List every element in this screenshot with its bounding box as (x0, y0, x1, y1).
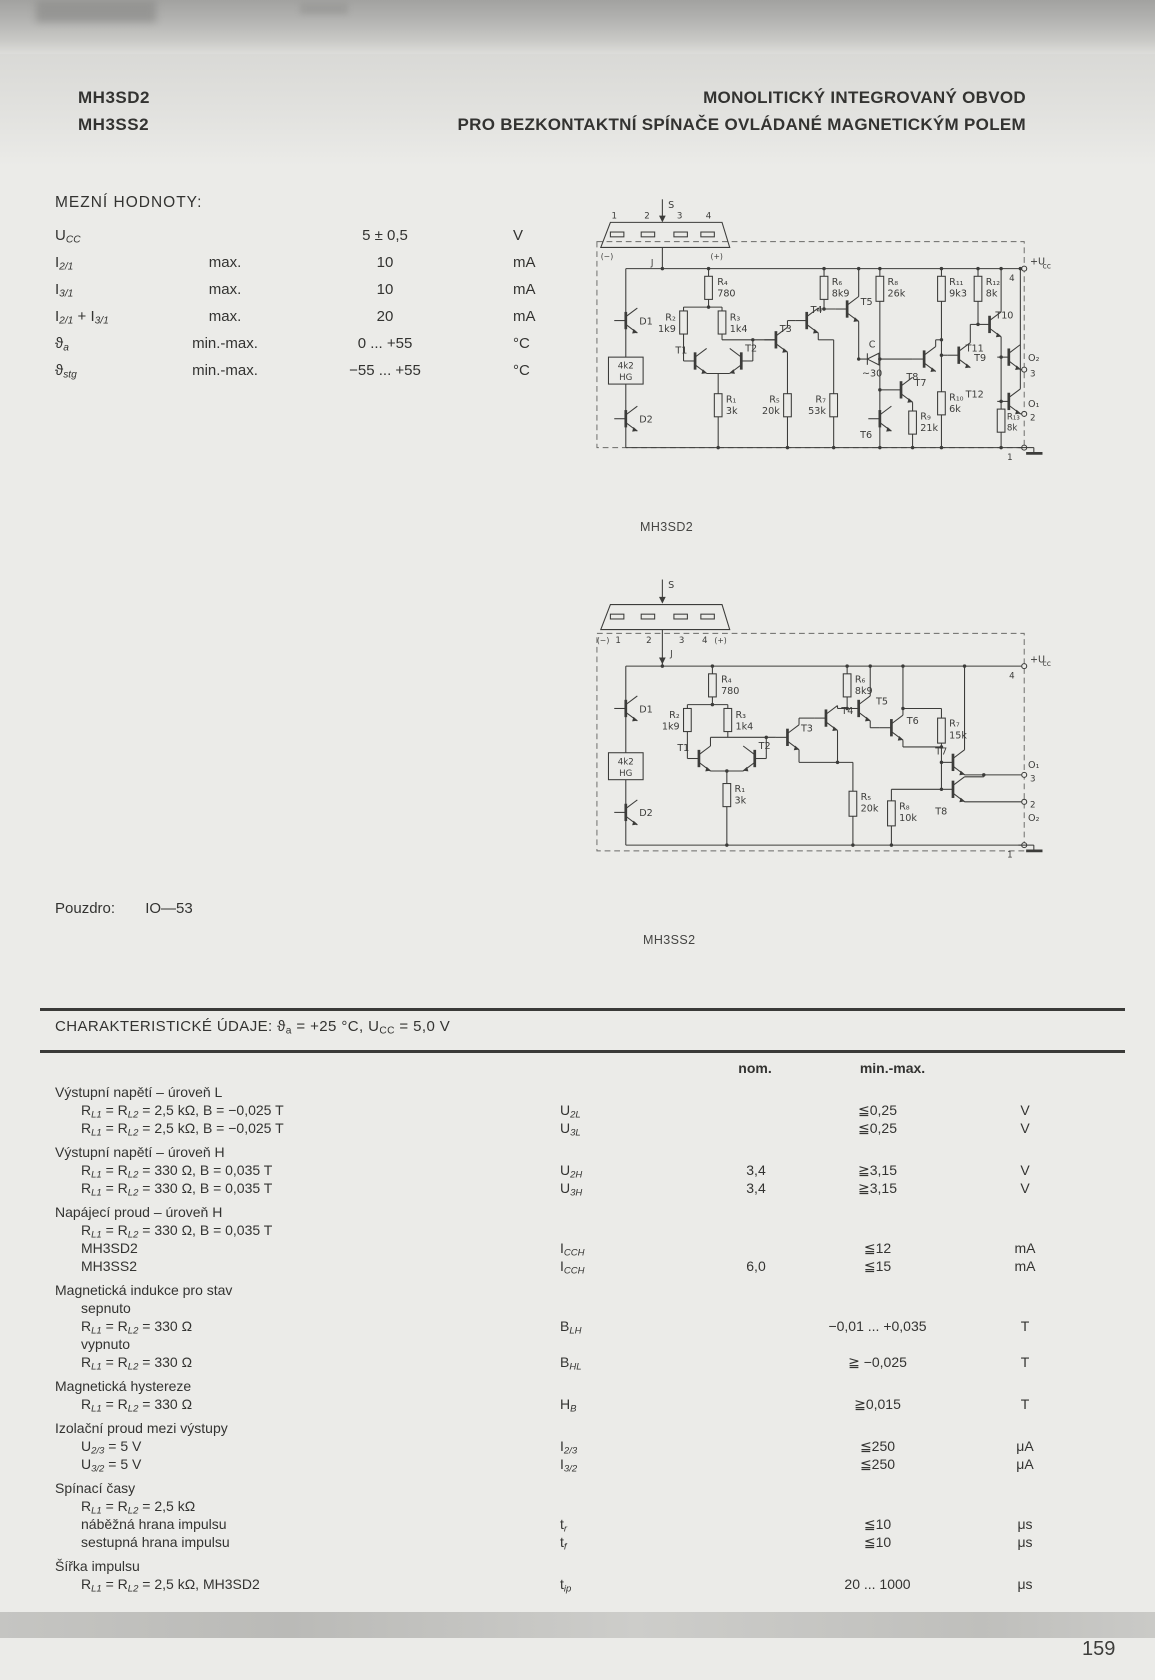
svg-text:R₆: R₆ (831, 276, 843, 288)
plus-terminal-label: (+) (710, 251, 723, 261)
row-unit: mA (1014, 1240, 1036, 1256)
resistor-r1 (723, 784, 731, 807)
row-minmax-value: ≦0,25 (858, 1102, 897, 1118)
svg-text:R₇: R₇ (949, 718, 960, 730)
characteristics-row (55, 1336, 1125, 1354)
svg-text:R₂: R₂ (665, 312, 676, 324)
row-label: $R_{L1} = R_{L2} = 330$ Ω, B = 0,035 T (81, 1222, 273, 1241)
svg-text:T1: T1 (677, 742, 690, 754)
characteristics-row (55, 1558, 1125, 1576)
row-unit: V (1020, 1180, 1030, 1196)
svg-text:2: 2 (1029, 800, 1036, 811)
svg-text:3: 3 (1029, 774, 1036, 785)
row-label: $R_{L1} = R_{L2} = 2,5$ kΩ (81, 1498, 196, 1517)
svg-text:R₈: R₈ (899, 801, 910, 813)
row-label: Magnetická hystereze (55, 1378, 192, 1394)
svg-text:R₁₃: R₁₃ (1006, 412, 1020, 423)
row-label: MH3SD2 (81, 1240, 138, 1256)
limit-row (55, 254, 600, 281)
output-o1-label: O₁ (1028, 399, 1040, 411)
svg-text:T7: T7 (914, 378, 927, 390)
svg-text:8k9: 8k9 (854, 686, 873, 698)
resistor-r11 (938, 276, 946, 301)
svg-text:T4: T4 (841, 706, 854, 718)
row-label: Spínací časy (55, 1480, 136, 1496)
svg-text:R₃: R₃ (735, 710, 747, 722)
characteristics-row (55, 1498, 1125, 1516)
resistor-r4 (709, 674, 717, 697)
magnetic-field-arrow (659, 199, 674, 222)
resistor-r3 (724, 708, 732, 731)
row-label: $R_{L1} = R_{L2} = 330$ Ω (81, 1354, 193, 1373)
transistor-t5 (836, 297, 860, 322)
svg-text:4k2: 4k2 (617, 757, 634, 768)
row-label: sepnuto (81, 1300, 131, 1316)
resistor-r9 (909, 411, 917, 434)
svg-text:J: J (650, 258, 654, 269)
limit-unit: °C (513, 335, 530, 352)
characteristics-row (55, 1318, 1125, 1336)
diode-c (867, 353, 879, 365)
row-symbol: $I_{CCH}$ (560, 1240, 585, 1259)
row-label: $R_{L1} = R_{L2} = 2,5$ kΩ, B = −0,025 T (81, 1120, 284, 1139)
resistor-r8 (888, 801, 896, 826)
svg-text:T5: T5 (860, 297, 873, 309)
scan-artifact-top-band (0, 0, 1155, 54)
svg-text:R₅: R₅ (769, 394, 780, 406)
row-label: $R_{L1} = R_{L2} = 2,5$ kΩ, MH3SD2 (81, 1576, 260, 1595)
ucc-label: +U (1029, 654, 1046, 666)
svg-text:T3: T3 (779, 324, 792, 336)
package-info (55, 900, 193, 917)
row-unit: T (1020, 1318, 1030, 1334)
characteristics-row (55, 1282, 1125, 1300)
limits-heading: MEZNÍ HODNOTY: (55, 194, 203, 211)
limit-row (55, 308, 600, 335)
row-label: $R_{L1} = R_{L2} = 2,5$ kΩ, B = −0,025 T (81, 1102, 284, 1121)
row-symbol: $t_{ip}$ (560, 1576, 572, 1595)
svg-text:4: 4 (705, 211, 712, 222)
row-minmax-value: ≦250 (859, 1438, 896, 1454)
characteristics-row (55, 1222, 1125, 1240)
row-minmax-value: ≧ −0,025 (848, 1354, 907, 1370)
row-minmax-value: −0,01 ... +0,035 (828, 1318, 927, 1334)
scan-smudge (36, 0, 156, 22)
svg-text:1k4: 1k4 (729, 324, 748, 336)
svg-text:3k: 3k (725, 405, 738, 417)
table-rule-mid (40, 1050, 1125, 1053)
row-label: $U_{2/3} = 5$ V (81, 1438, 142, 1457)
resistor-r6 (820, 276, 828, 299)
characteristics-heading: CHARAKTERISTICKÉ ÚDAJE: $ϑ_a = +25$ °C, $U_{CC} = 5,0$ V (55, 1018, 451, 1037)
resistor-r10 (938, 392, 946, 415)
row-symbol: $U_{2L}$ (560, 1102, 581, 1121)
row-unit: V (1020, 1120, 1030, 1136)
package-label: Pouzdro: (55, 900, 116, 917)
row-symbol: $U_{3H}$ (560, 1180, 583, 1199)
row-minmax-value: ≧3,15 (858, 1180, 897, 1196)
limit-row (55, 281, 600, 308)
svg-text:S: S (668, 199, 675, 211)
row-label: Výstupní napětí – úroveň H (55, 1144, 225, 1160)
resistor-r1 (714, 394, 722, 417)
svg-text:T8: T8 (935, 806, 948, 818)
limit-unit: mA (513, 254, 536, 271)
limit-row (55, 362, 600, 389)
characteristics-row (55, 1576, 1125, 1594)
svg-text:R₅: R₅ (860, 791, 872, 803)
resistor-r2 (684, 708, 692, 731)
characteristics-row (55, 1120, 1125, 1138)
schematic-1-caption: MH3SD2 (640, 520, 694, 534)
svg-text:R₁: R₁ (734, 784, 746, 796)
title-line-2: PRO BEZKONTAKTNÍ SPÍNAČE OVLÁDANÉ MAGNETICKÝM POLEM (457, 115, 1026, 134)
row-minmax-value: ≦12 (863, 1240, 892, 1256)
resistor-r6 (843, 674, 851, 697)
limits-table (55, 227, 600, 389)
row-symbol: $B_{LH}$ (560, 1318, 582, 1337)
characteristics-row (55, 1534, 1125, 1552)
characteristics-row (55, 1162, 1125, 1180)
limit-value: 20 (376, 308, 394, 325)
row-symbol: $t_r$ (560, 1516, 568, 1535)
row-symbol: $I_{3/2}$ (560, 1456, 578, 1475)
characteristics-row (55, 1144, 1125, 1162)
minus-terminal-label: (−) (600, 251, 614, 261)
row-label: $R_{L1} = R_{L2} = 330$ Ω (81, 1318, 193, 1337)
resistor-r7 (830, 394, 838, 417)
svg-text:D2: D2 (639, 808, 653, 820)
row-label: $U_{3/2} = 5$ V (81, 1456, 142, 1475)
svg-text:S: S (668, 580, 675, 592)
svg-text:3k: 3k (734, 795, 747, 807)
hall-generator (608, 357, 643, 384)
package-symbol (597, 605, 730, 646)
transistor-t1 (687, 746, 711, 771)
part-number-mh3ss2: MH3SS2 (78, 115, 150, 134)
transistor-t4 (814, 706, 838, 731)
svg-text:T5: T5 (876, 696, 888, 708)
svg-text:26k: 26k (887, 288, 906, 300)
characteristics-row (55, 1354, 1125, 1372)
column-header-nom: nom. (738, 1060, 772, 1076)
svg-text:T9: T9 (974, 352, 987, 364)
svg-text:R₇: R₇ (815, 394, 826, 406)
row-minmax-value: ≧0,015 (854, 1396, 901, 1412)
output-o2-label: O₂ (1028, 352, 1040, 364)
svg-text:9k3: 9k3 (949, 288, 967, 300)
svg-text:4: 4 (1009, 671, 1015, 682)
characteristics-row (55, 1456, 1125, 1474)
wires (626, 666, 1022, 845)
svg-text:T2: T2 (758, 740, 771, 752)
svg-text:C: C (868, 339, 876, 351)
row-label: Výstupní napětí – úroveň L (55, 1084, 223, 1100)
schematic-mh3ss2 (595, 568, 1055, 873)
limit-row (55, 335, 600, 362)
limit-condition: max. (208, 308, 242, 325)
svg-text:21k: 21k (920, 423, 939, 435)
svg-text:R₁₀: R₁₀ (949, 392, 964, 404)
svg-text:R₃: R₃ (729, 312, 741, 324)
svg-text:1k9: 1k9 (661, 721, 680, 733)
limit-condition: max. (208, 281, 242, 298)
characteristics-row (55, 1240, 1125, 1258)
svg-text:3: 3 (678, 636, 685, 647)
j-lead (650, 247, 663, 268)
table-rule-top (40, 1008, 1125, 1011)
limit-symbol: $I_{2/1} + I_{3/1}$ (55, 308, 109, 327)
row-unit: μs (1017, 1534, 1033, 1550)
limit-unit: mA (513, 281, 536, 298)
limit-condition: min.-max. (192, 362, 258, 379)
resistor-r8 (876, 276, 884, 301)
row-minmax-value: ≦10 (863, 1516, 892, 1532)
row-unit: V (1020, 1162, 1030, 1178)
row-label: $R_{L1} = R_{L2} = 330$ Ω (81, 1396, 193, 1415)
output-o2-label: O₂ (1028, 813, 1040, 825)
svg-text:4k2: 4k2 (617, 361, 634, 372)
characteristics-row (55, 1180, 1125, 1198)
svg-text:D2: D2 (639, 414, 653, 426)
row-symbol: $U_{2H}$ (560, 1162, 583, 1181)
svg-text:3: 3 (1029, 369, 1036, 380)
svg-text:R₁₁: R₁₁ (949, 276, 964, 288)
ucc-label: +U (1029, 256, 1046, 268)
limit-unit: °C (513, 362, 530, 379)
svg-text:8k: 8k (1006, 423, 1018, 434)
hall-generator (608, 753, 643, 780)
limit-value: 5 ± 0,5 (362, 227, 408, 244)
transistor-t3 (776, 725, 800, 750)
labels (639, 257, 1051, 463)
row-nominal-value: 3,4 (746, 1180, 766, 1196)
row-minmax-value: ≦10 (863, 1534, 892, 1550)
scan-speck (300, 2, 348, 14)
schematic-mh3ss2-svg (595, 568, 1055, 873)
svg-text:T6: T6 (906, 715, 919, 727)
transistor-t8 (941, 777, 965, 802)
svg-text:R₁₂: R₁₂ (985, 276, 1001, 288)
row-symbol: $B_{HL}$ (560, 1354, 582, 1373)
limit-value: −55 ... +55 (349, 362, 421, 379)
row-label: Napájecí proud – úroveň H (55, 1204, 223, 1220)
limit-row (55, 227, 600, 254)
row-label: Izolační proud mezi výstupy (55, 1420, 228, 1436)
minus-terminal-label: (−) (596, 636, 610, 646)
svg-text:10k: 10k (899, 813, 917, 825)
limit-unit: V (513, 227, 524, 244)
row-unit: V (1020, 1102, 1030, 1118)
transistor-t6 (880, 715, 904, 740)
svg-text:J: J (670, 649, 673, 660)
row-label: vypnuto (81, 1336, 131, 1352)
row-unit: mA (1014, 1258, 1036, 1274)
svg-text:6k: 6k (949, 403, 961, 415)
row-nominal-value: 6,0 (746, 1258, 766, 1274)
characteristics-row (55, 1300, 1125, 1318)
column-header-minmax: min.-max. (859, 1060, 926, 1076)
svg-text:HG: HG (619, 373, 633, 384)
transistor-t8 (913, 347, 937, 372)
schematic-2-caption: MH3SS2 (643, 933, 696, 947)
svg-text:T10: T10 (995, 310, 1014, 322)
svg-text:HG: HG (619, 768, 633, 779)
svg-text:1: 1 (1007, 850, 1013, 861)
svg-text:1: 1 (615, 636, 621, 647)
row-label: sestupná hrana impulsu (81, 1534, 230, 1550)
row-minmax-value: 20 ... 1000 (844, 1576, 911, 1592)
resistor-r5 (784, 394, 792, 417)
characteristics-row (55, 1396, 1125, 1414)
svg-text:R₄: R₄ (721, 674, 732, 686)
characteristics-row (55, 1378, 1125, 1396)
svg-text:R₂: R₂ (669, 710, 680, 722)
row-minmax-value: ≦15 (863, 1258, 892, 1274)
resistor-r12 (974, 276, 982, 301)
row-label: Magnetická indukce pro stav (55, 1282, 233, 1298)
characteristics-row (55, 1420, 1125, 1438)
limit-symbol: $I_{2/1}$ (55, 254, 74, 273)
row-minmax-value: ≦0,25 (858, 1120, 897, 1136)
svg-text:T8: T8 (906, 372, 919, 384)
row-minmax-value: ≧3,15 (858, 1162, 897, 1178)
svg-text:20k: 20k (860, 803, 879, 815)
row-label: náběžná hrana impulsu (81, 1516, 227, 1532)
svg-text:R₁: R₁ (725, 394, 737, 406)
package-symbol (601, 212, 730, 261)
magnetic-field-arrow (659, 580, 674, 604)
limit-unit: mA (513, 308, 536, 325)
characteristics-row (55, 1204, 1125, 1222)
limit-symbol: $U_{CC}$ (55, 227, 81, 246)
row-symbol: $I_{CCH}$ (560, 1258, 585, 1277)
svg-text:2: 2 (644, 211, 650, 222)
svg-text:T3: T3 (800, 723, 813, 735)
svg-text:780: 780 (717, 288, 736, 300)
schematic-mh3sd2 (595, 190, 1055, 480)
characteristics-row (55, 1480, 1125, 1498)
svg-text:cc: cc (1042, 659, 1051, 669)
characteristics-table (55, 1084, 1125, 1594)
characteristics-row (55, 1258, 1125, 1276)
svg-text:cc: cc (1042, 261, 1051, 271)
characteristics-row (55, 1084, 1125, 1102)
svg-text:R₈: R₈ (887, 276, 899, 288)
svg-text:2: 2 (646, 636, 652, 647)
limit-value: 0 ... +55 (357, 335, 413, 352)
svg-text:T1: T1 (675, 345, 688, 357)
package-value: IO—53 (145, 900, 193, 917)
row-symbol: $U_{3L}$ (560, 1120, 581, 1139)
row-unit: T (1020, 1396, 1030, 1412)
svg-text:T7: T7 (935, 746, 948, 758)
part-numbers (78, 84, 150, 138)
svg-text:T6: T6 (860, 429, 873, 441)
part-number-mh3sd2: MH3SD2 (78, 88, 150, 107)
svg-text:T11: T11 (965, 343, 984, 355)
svg-text:R₆: R₆ (854, 674, 866, 686)
svg-text:53k: 53k (808, 405, 826, 417)
row-unit: μs (1017, 1576, 1033, 1592)
schematic-mh3sd2-svg (595, 190, 1055, 480)
title-line-1: MONOLITICKÝ INTEGROVANÝ OBVOD (703, 88, 1026, 107)
characteristics-row (55, 1438, 1125, 1456)
row-symbol: $H_B$ (560, 1396, 577, 1415)
page-number: 159 (1082, 1638, 1116, 1660)
row-label: $R_{L1} = R_{L2} = 330$ Ω, B = 0,035 T (81, 1180, 273, 1199)
row-unit: T (1020, 1354, 1030, 1370)
characteristics-row (55, 1102, 1125, 1120)
row-unit: μs (1017, 1516, 1033, 1532)
svg-text:1k9: 1k9 (658, 324, 676, 336)
j-lead (659, 630, 673, 667)
scan-artifact-bottom-band (0, 1612, 1155, 1638)
svg-text:R₄: R₄ (717, 276, 728, 288)
characteristics-row (55, 1516, 1125, 1534)
svg-text:3: 3 (676, 211, 683, 222)
row-symbol: $t_f$ (560, 1534, 567, 1553)
limit-condition: max. (208, 254, 242, 271)
limit-symbol: $I_{3/1}$ (55, 281, 74, 300)
output-o1-label: O₁ (1028, 760, 1040, 772)
svg-text:780: 780 (721, 686, 740, 698)
plus-terminal-label: (+) (714, 636, 727, 646)
limit-symbol: $ϑ_a$ (55, 335, 69, 354)
svg-text:4: 4 (701, 636, 708, 647)
svg-text:1: 1 (1007, 453, 1013, 464)
row-unit: μA (1016, 1456, 1034, 1472)
row-nominal-value: 3,4 (746, 1162, 766, 1178)
limit-condition: min.-max. (192, 335, 258, 352)
svg-text:D1: D1 (639, 704, 653, 716)
resistor-r7 (938, 718, 946, 743)
page-title (330, 84, 1026, 138)
row-label: MH3SS2 (81, 1258, 138, 1274)
svg-text:1k4: 1k4 (735, 721, 754, 733)
svg-text:15k: 15k (949, 730, 967, 742)
row-minmax-value: ≦250 (859, 1456, 896, 1472)
resistor-r5 (849, 791, 857, 816)
row-symbol: $I_{2/3}$ (560, 1438, 578, 1457)
resistor-r2 (680, 311, 688, 334)
resistor-r3 (718, 311, 726, 334)
svg-text:2: 2 (1029, 413, 1036, 424)
svg-text:8k9: 8k9 (831, 288, 850, 300)
svg-text:T12: T12 (965, 389, 984, 401)
svg-text:D1: D1 (639, 316, 653, 328)
row-unit: μA (1016, 1438, 1034, 1454)
svg-text:~30: ~30 (862, 368, 883, 380)
resistor-r4 (705, 276, 713, 299)
svg-text:T4: T4 (810, 304, 823, 316)
resistor-r13 (997, 409, 1005, 432)
limit-value: 10 (376, 254, 394, 271)
svg-text:4: 4 (1009, 274, 1015, 285)
svg-text:8k: 8k (985, 288, 998, 300)
svg-text:1: 1 (611, 211, 618, 222)
row-label: $R_{L1} = R_{L2} = 330$ Ω, B = 0,035 T (81, 1162, 273, 1181)
svg-text:20k: 20k (761, 405, 780, 417)
svg-text:R₉: R₉ (920, 411, 931, 423)
limit-value: 10 (376, 281, 394, 298)
limit-symbol: $ϑ_{stg}$ (55, 362, 77, 381)
row-label: Šířka impulsu (55, 1558, 140, 1574)
svg-text:T2: T2 (745, 343, 758, 355)
